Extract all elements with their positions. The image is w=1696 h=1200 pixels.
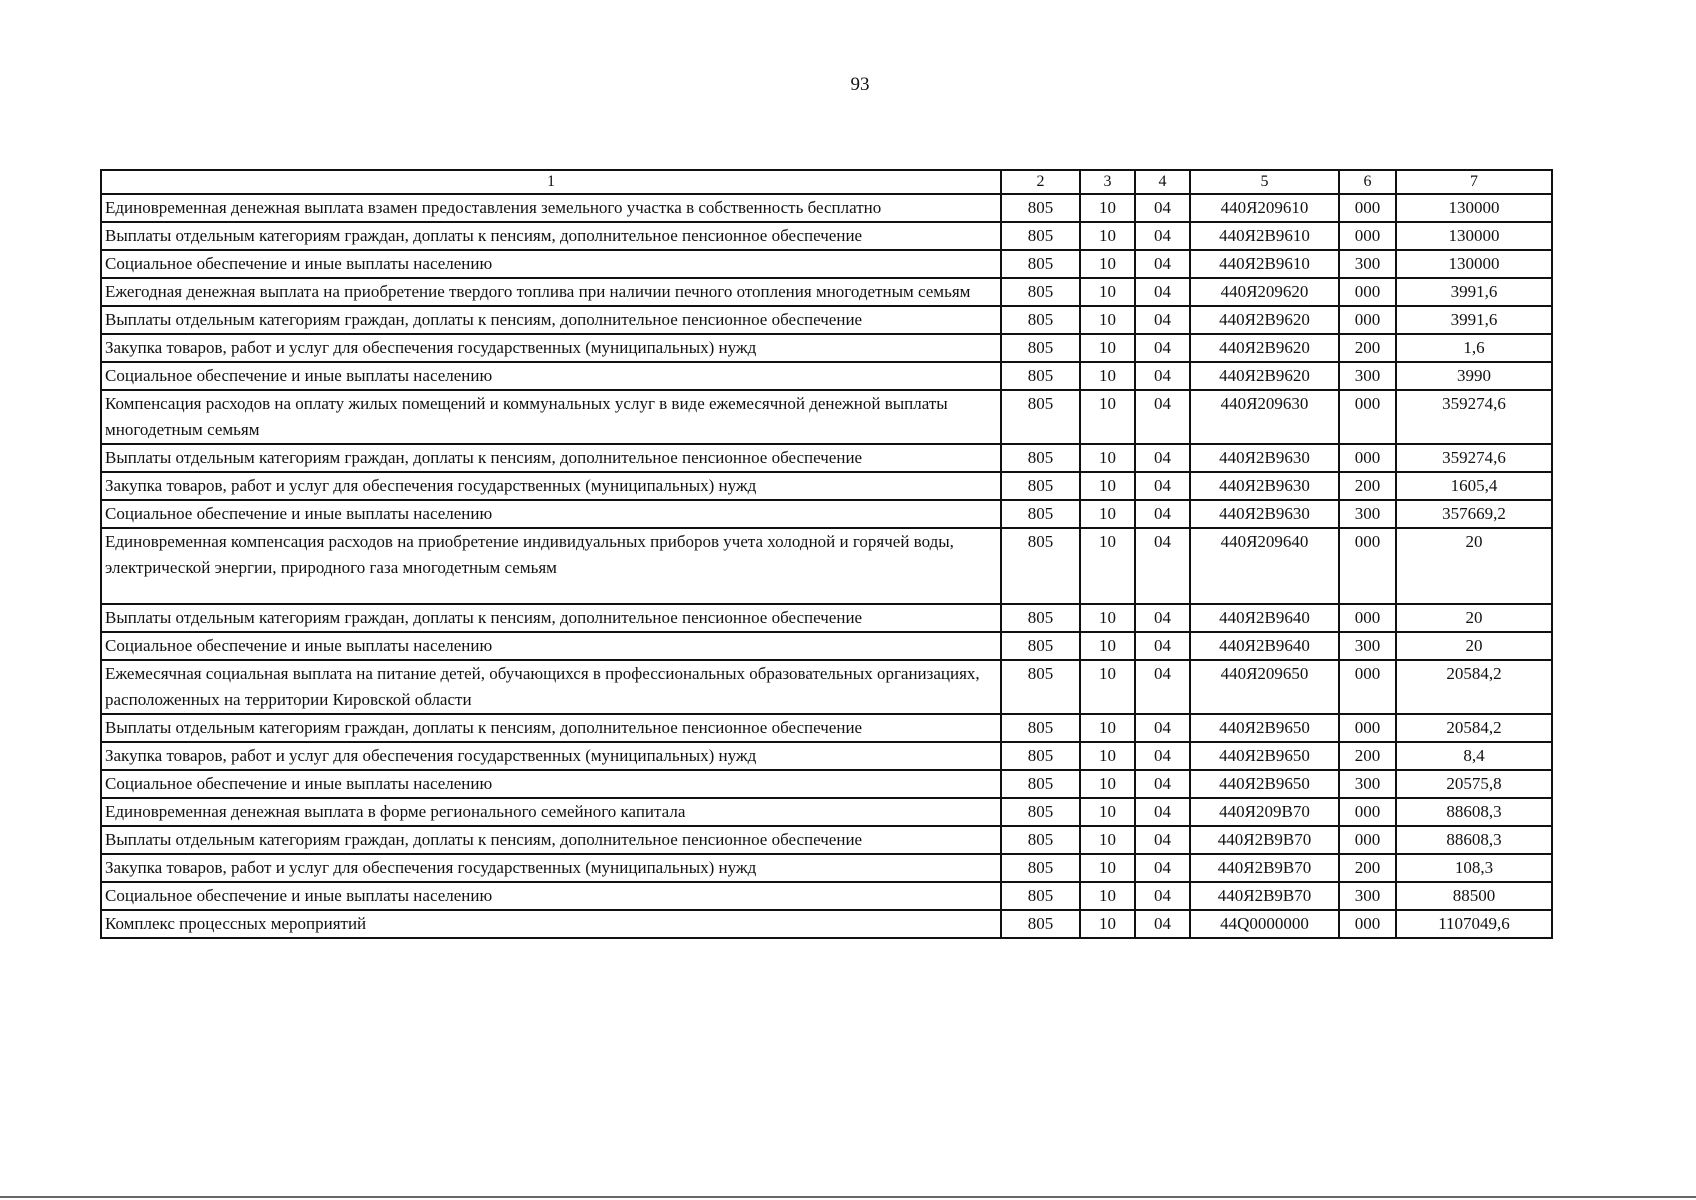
column-header-1: 1 xyxy=(101,170,1001,194)
col6-cell: 300 xyxy=(1339,632,1396,660)
col7-cell: 20 xyxy=(1396,632,1552,660)
col5-cell: 440Я2В9640 xyxy=(1190,632,1339,660)
table-row xyxy=(101,770,1552,798)
col3-cell: 10 xyxy=(1080,604,1135,632)
row-name-cell: Выплаты отдельным категориям граждан, доплаты к пенсиям, дополнительное пенсионное обеспечение xyxy=(101,714,1001,742)
col5-cell: 440Я2В9630 xyxy=(1190,500,1339,528)
col4-cell: 04 xyxy=(1135,910,1190,938)
column-header-2: 2 xyxy=(1001,170,1080,194)
col6-cell: 200 xyxy=(1339,472,1396,500)
col3-cell: 10 xyxy=(1080,798,1135,826)
col5-cell: 440Я2В9В70 xyxy=(1190,882,1339,910)
col7-cell: 1107049,6 xyxy=(1396,910,1552,938)
col2-cell: 805 xyxy=(1001,306,1080,334)
table-row xyxy=(101,250,1552,278)
col7-cell: 88608,3 xyxy=(1396,826,1552,854)
col2-cell: 805 xyxy=(1001,910,1080,938)
col7-cell: 3991,6 xyxy=(1396,306,1552,334)
col4-cell: 04 xyxy=(1135,250,1190,278)
col5-cell: 440Я2В9620 xyxy=(1190,362,1339,390)
col7-cell: 3991,6 xyxy=(1396,278,1552,306)
col3-cell: 10 xyxy=(1080,826,1135,854)
col6-cell: 000 xyxy=(1339,194,1396,222)
col3-cell: 10 xyxy=(1080,444,1135,472)
col2-cell: 805 xyxy=(1001,742,1080,770)
col2-cell: 805 xyxy=(1001,632,1080,660)
col2-cell: 805 xyxy=(1001,250,1080,278)
col5-cell: 440Я2В9В70 xyxy=(1190,854,1339,882)
col7-cell: 359274,6 xyxy=(1396,444,1552,472)
col7-cell: 130000 xyxy=(1396,250,1552,278)
col5-cell: 440Я2В9В70 xyxy=(1190,826,1339,854)
col3-cell: 10 xyxy=(1080,660,1135,714)
col4-cell: 04 xyxy=(1135,604,1190,632)
row-name-cell: Социальное обеспечение и иные выплаты населению xyxy=(101,770,1001,798)
col7-cell: 88608,3 xyxy=(1396,798,1552,826)
col4-cell: 04 xyxy=(1135,194,1190,222)
col4-cell: 04 xyxy=(1135,472,1190,500)
table-row xyxy=(101,604,1552,632)
col7-cell: 357669,2 xyxy=(1396,500,1552,528)
col6-cell: 000 xyxy=(1339,798,1396,826)
col6-cell: 000 xyxy=(1339,222,1396,250)
col6-cell: 300 xyxy=(1339,882,1396,910)
col3-cell: 10 xyxy=(1080,194,1135,222)
col6-cell: 000 xyxy=(1339,910,1396,938)
row-name-cell: Выплаты отдельным категориям граждан, доплаты к пенсиям, дополнительное пенсионное обеспечение xyxy=(101,826,1001,854)
table-row xyxy=(101,854,1552,882)
table-row xyxy=(101,826,1552,854)
row-name-cell: Ежемесячная социальная выплата на питание детей, обучающихся в профессиональных образовательных организациях, расположенных на территории Кировской области xyxy=(101,660,1001,714)
col5-cell: 440Я209В70 xyxy=(1190,798,1339,826)
col5-cell: 440Я2В9650 xyxy=(1190,742,1339,770)
column-header-6: 6 xyxy=(1339,170,1396,194)
col2-cell: 805 xyxy=(1001,472,1080,500)
col5-cell: 440Я2В9610 xyxy=(1190,222,1339,250)
col7-cell: 130000 xyxy=(1396,222,1552,250)
col5-cell: 440Я209630 xyxy=(1190,390,1339,444)
row-name-cell: Социальное обеспечение и иные выплаты населению xyxy=(101,250,1001,278)
col3-cell: 10 xyxy=(1080,528,1135,604)
col6-cell: 300 xyxy=(1339,250,1396,278)
col5-cell: 440Я2В9620 xyxy=(1190,306,1339,334)
col3-cell: 10 xyxy=(1080,770,1135,798)
col7-cell: 359274,6 xyxy=(1396,390,1552,444)
table-row xyxy=(101,660,1552,714)
table-row xyxy=(101,334,1552,362)
col4-cell: 04 xyxy=(1135,500,1190,528)
col7-cell: 20584,2 xyxy=(1396,714,1552,742)
col6-cell: 000 xyxy=(1339,826,1396,854)
col2-cell: 805 xyxy=(1001,334,1080,362)
col5-cell: 440Я2В9630 xyxy=(1190,472,1339,500)
col3-cell: 10 xyxy=(1080,500,1135,528)
col2-cell: 805 xyxy=(1001,222,1080,250)
col4-cell: 04 xyxy=(1135,334,1190,362)
col6-cell: 000 xyxy=(1339,528,1396,604)
col6-cell: 300 xyxy=(1339,500,1396,528)
col4-cell: 04 xyxy=(1135,798,1190,826)
col4-cell: 04 xyxy=(1135,770,1190,798)
column-header-4: 4 xyxy=(1135,170,1190,194)
col2-cell: 805 xyxy=(1001,604,1080,632)
budget-table xyxy=(100,169,1553,939)
col3-cell: 10 xyxy=(1080,362,1135,390)
col5-cell: 440Я209620 xyxy=(1190,278,1339,306)
col6-cell: 000 xyxy=(1339,714,1396,742)
col4-cell: 04 xyxy=(1135,306,1190,334)
row-name-cell: Социальное обеспечение и иные выплаты населению xyxy=(101,882,1001,910)
col4-cell: 04 xyxy=(1135,278,1190,306)
col5-cell: 440Я2В9640 xyxy=(1190,604,1339,632)
table-row xyxy=(101,910,1552,938)
col4-cell: 04 xyxy=(1135,362,1190,390)
bottom-edge-rule xyxy=(0,1196,1696,1198)
col6-cell: 000 xyxy=(1339,660,1396,714)
row-name-cell: Ежегодная денежная выплата на приобретение твердого топлива при наличии печного отопления многодетным семьям xyxy=(101,278,1001,306)
table-row xyxy=(101,500,1552,528)
table-row xyxy=(101,444,1552,472)
col5-cell: 440Я2В9630 xyxy=(1190,444,1339,472)
col4-cell: 04 xyxy=(1135,826,1190,854)
col2-cell: 805 xyxy=(1001,362,1080,390)
col4-cell: 04 xyxy=(1135,632,1190,660)
table-row xyxy=(101,194,1552,222)
row-name-cell: Закупка товаров, работ и услуг для обеспечения государственных (муниципальных) нужд xyxy=(101,334,1001,362)
column-header-3: 3 xyxy=(1080,170,1135,194)
col5-cell: 440Я2В9610 xyxy=(1190,250,1339,278)
col2-cell: 805 xyxy=(1001,714,1080,742)
col4-cell: 04 xyxy=(1135,222,1190,250)
table-row xyxy=(101,278,1552,306)
row-name-cell: Выплаты отдельным категориям граждан, доплаты к пенсиям, дополнительное пенсионное обеспечение xyxy=(101,604,1001,632)
col3-cell: 10 xyxy=(1080,882,1135,910)
col3-cell: 10 xyxy=(1080,714,1135,742)
col6-cell: 300 xyxy=(1339,362,1396,390)
col7-cell: 20 xyxy=(1396,528,1552,604)
col4-cell: 04 xyxy=(1135,882,1190,910)
col2-cell: 805 xyxy=(1001,194,1080,222)
col3-cell: 10 xyxy=(1080,910,1135,938)
col2-cell: 805 xyxy=(1001,882,1080,910)
col7-cell: 20 xyxy=(1396,604,1552,632)
row-name-cell: Социальное обеспечение и иные выплаты населению xyxy=(101,362,1001,390)
col6-cell: 200 xyxy=(1339,742,1396,770)
col3-cell: 10 xyxy=(1080,222,1135,250)
row-name-cell: Выплаты отдельным категориям граждан, доплаты к пенсиям, дополнительное пенсионное обеспечение xyxy=(101,222,1001,250)
row-name-cell: Выплаты отдельным категориям граждан, доплаты к пенсиям, дополнительное пенсионное обеспечение xyxy=(101,306,1001,334)
col5-cell: 440Я2В9620 xyxy=(1190,334,1339,362)
col2-cell: 805 xyxy=(1001,854,1080,882)
table-row xyxy=(101,742,1552,770)
col4-cell: 04 xyxy=(1135,444,1190,472)
table-row xyxy=(101,632,1552,660)
col7-cell: 20584,2 xyxy=(1396,660,1552,714)
col2-cell: 805 xyxy=(1001,798,1080,826)
row-name-cell: Закупка товаров, работ и услуг для обеспечения государственных (муниципальных) нужд xyxy=(101,472,1001,500)
row-name-cell: Единовременная компенсация расходов на приобретение индивидуальных приборов учета холодной и горячей воды, электрической энергии, природного газа многодетным семьям xyxy=(101,528,1001,604)
col2-cell: 805 xyxy=(1001,770,1080,798)
col2-cell: 805 xyxy=(1001,528,1080,604)
table-row xyxy=(101,714,1552,742)
row-name-cell: Комплекс процессных мероприятий xyxy=(101,910,1001,938)
col6-cell: 200 xyxy=(1339,334,1396,362)
table-row xyxy=(101,472,1552,500)
col7-cell: 130000 xyxy=(1396,194,1552,222)
col5-cell: 440Я209610 xyxy=(1190,194,1339,222)
row-name-cell: Единовременная денежная выплата взамен предоставления земельного участка в собственность бесплатно xyxy=(101,194,1001,222)
col7-cell: 1605,4 xyxy=(1396,472,1552,500)
col3-cell: 10 xyxy=(1080,306,1135,334)
col4-cell: 04 xyxy=(1135,742,1190,770)
col3-cell: 10 xyxy=(1080,854,1135,882)
col3-cell: 10 xyxy=(1080,472,1135,500)
table-row xyxy=(101,362,1552,390)
col7-cell: 108,3 xyxy=(1396,854,1552,882)
table-row xyxy=(101,882,1552,910)
col2-cell: 805 xyxy=(1001,278,1080,306)
row-name-cell: Компенсация расходов на оплату жилых помещений и коммунальных услуг в виде ежемесячной денежной выплаты многодетным семьям xyxy=(101,390,1001,444)
page-number: 93 xyxy=(850,74,870,95)
col4-cell: 04 xyxy=(1135,390,1190,444)
col7-cell: 88500 xyxy=(1396,882,1552,910)
col2-cell: 805 xyxy=(1001,500,1080,528)
col5-cell: 440Я2В9650 xyxy=(1190,770,1339,798)
col4-cell: 04 xyxy=(1135,660,1190,714)
col2-cell: 805 xyxy=(1001,390,1080,444)
col6-cell: 000 xyxy=(1339,306,1396,334)
col3-cell: 10 xyxy=(1080,632,1135,660)
table-row xyxy=(101,528,1552,604)
column-header-7: 7 xyxy=(1396,170,1552,194)
col2-cell: 805 xyxy=(1001,660,1080,714)
col2-cell: 805 xyxy=(1001,826,1080,854)
col3-cell: 10 xyxy=(1080,278,1135,306)
col6-cell: 200 xyxy=(1339,854,1396,882)
table-row xyxy=(101,222,1552,250)
table-row xyxy=(101,306,1552,334)
table-row xyxy=(101,798,1552,826)
col3-cell: 10 xyxy=(1080,390,1135,444)
table-row xyxy=(101,390,1552,444)
col2-cell: 805 xyxy=(1001,444,1080,472)
col3-cell: 10 xyxy=(1080,250,1135,278)
col6-cell: 000 xyxy=(1339,390,1396,444)
col6-cell: 000 xyxy=(1339,444,1396,472)
col4-cell: 04 xyxy=(1135,854,1190,882)
col6-cell: 300 xyxy=(1339,770,1396,798)
col6-cell: 000 xyxy=(1339,278,1396,306)
col3-cell: 10 xyxy=(1080,742,1135,770)
row-name-cell: Единовременная денежная выплата в форме регионального семейного капитала xyxy=(101,798,1001,826)
col5-cell: 440Я209640 xyxy=(1190,528,1339,604)
col5-cell: 44Q0000000 xyxy=(1190,910,1339,938)
col4-cell: 04 xyxy=(1135,714,1190,742)
row-name-cell: Социальное обеспечение и иные выплаты населению xyxy=(101,500,1001,528)
col7-cell: 8,4 xyxy=(1396,742,1552,770)
column-header-5: 5 xyxy=(1190,170,1339,194)
header-row xyxy=(101,170,1552,194)
col7-cell: 20575,8 xyxy=(1396,770,1552,798)
col3-cell: 10 xyxy=(1080,334,1135,362)
row-name-cell: Закупка товаров, работ и услуг для обеспечения государственных (муниципальных) нужд xyxy=(101,854,1001,882)
row-name-cell: Выплаты отдельным категориям граждан, доплаты к пенсиям, дополнительное пенсионное обеспечение xyxy=(101,444,1001,472)
col7-cell: 1,6 xyxy=(1396,334,1552,362)
col6-cell: 000 xyxy=(1339,604,1396,632)
col5-cell: 440Я209650 xyxy=(1190,660,1339,714)
col4-cell: 04 xyxy=(1135,528,1190,604)
row-name-cell: Закупка товаров, работ и услуг для обеспечения государственных (муниципальных) нужд xyxy=(101,742,1001,770)
row-name-cell: Социальное обеспечение и иные выплаты населению xyxy=(101,632,1001,660)
col7-cell: 3990 xyxy=(1396,362,1552,390)
col5-cell: 440Я2В9650 xyxy=(1190,714,1339,742)
